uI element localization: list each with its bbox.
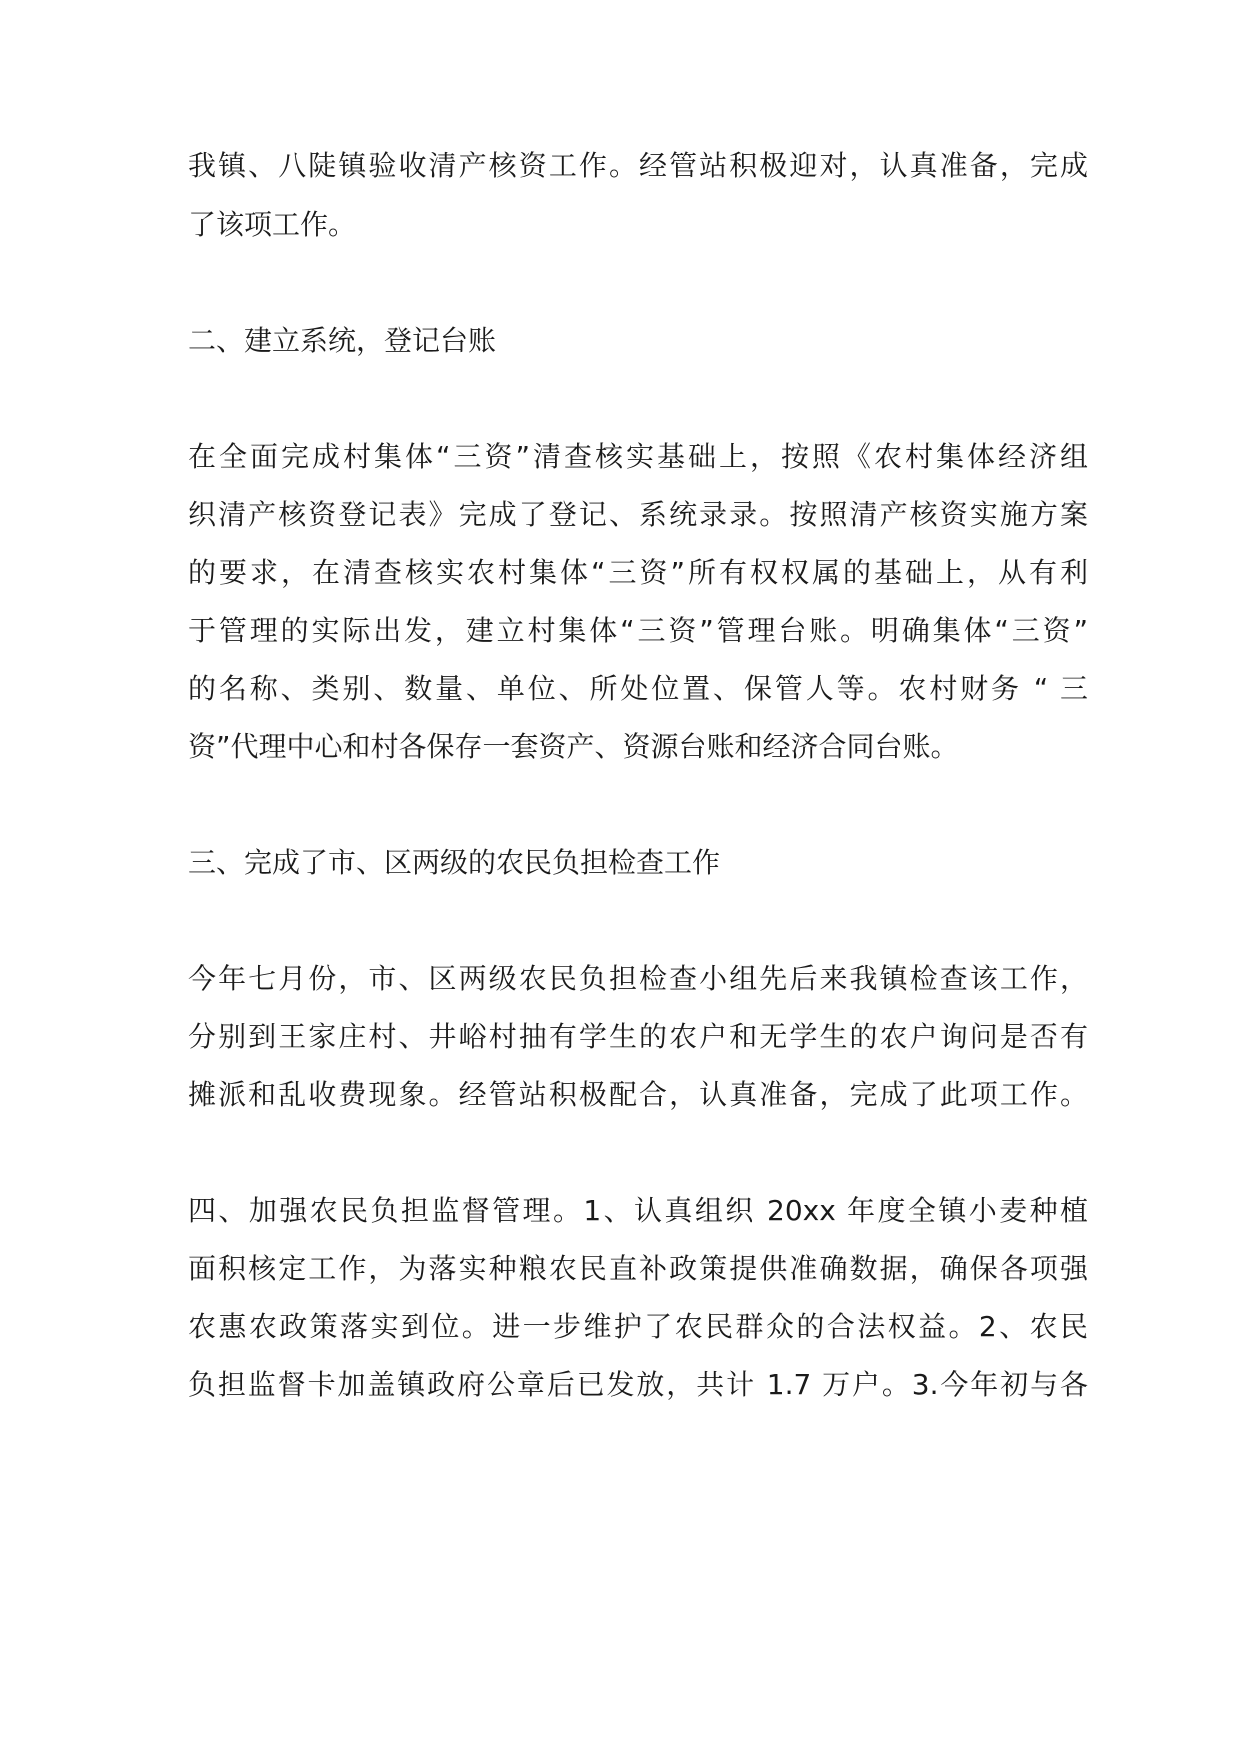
paragraph-5-line-3: 摊派和乱收费现象。经管站积极配合，认真准备，完成了此项工作。 [188,1078,1088,1111]
paragraph-6-line-1: 四、加强农民负担监督管理。1、认真组织 20xx 年度全镇小麦种植 [188,1194,1088,1227]
paragraph-1-line-1: 我镇、八陡镇验收清产核资工作。经管站积极迎对，认真准备，完成 [188,149,1088,182]
paragraph-3-line-3: 的要求，在清查核实农村集体“三资”所有权权属的基础上，从有利 [188,556,1088,589]
paragraph-3-line-4: 于管理的实际出发，建立村集体“三资”管理台账。明确集体“三资” [188,614,1088,647]
paragraph-6-line-4: 负担监督卡加盖镇政府公章后已发放，共计 1.7 万户。3.今年初与各 [188,1368,1088,1401]
paragraph-3-line-6: 资”代理中心和村各保存一套资产、资源台账和经济合同台账。 [188,730,959,763]
paragraph-3-line-1: 在全面完成村集体“三资”清查核实基础上，按照《农村集体经济组 [188,440,1088,473]
paragraph-6-line-3: 农惠农政策落实到位。进一步维护了农民群众的合法权益。2、农民 [188,1310,1088,1343]
section-heading-2: 二、建立系统，登记台账 [188,324,497,357]
paragraph-3-line-2: 织清产核资登记表》完成了登记、系统录录。按照清产核资实施方案 [188,498,1088,531]
paragraph-6-line-2: 面积核定工作，为落实种粮农民直补政策提供准确数据，确保各项强 [188,1252,1088,1285]
paragraph-5-line-1: 今年七月份，市、区两级农民负担检查小组先后来我镇检查该工作， [188,962,1088,995]
paragraph-1-line-2: 了该项工作。 [188,208,357,241]
paragraph-3-line-5: 的名称、类别、数量、单位、所处位置、保管人等。农村财务 “ 三 [188,672,1088,705]
paragraph-5-line-2: 分别到王家庄村、井峪村抽有学生的农户和无学生的农户询问是否有 [188,1020,1088,1053]
section-heading-3: 三、完成了市、区两级的农民负担检查工作 [188,846,721,879]
